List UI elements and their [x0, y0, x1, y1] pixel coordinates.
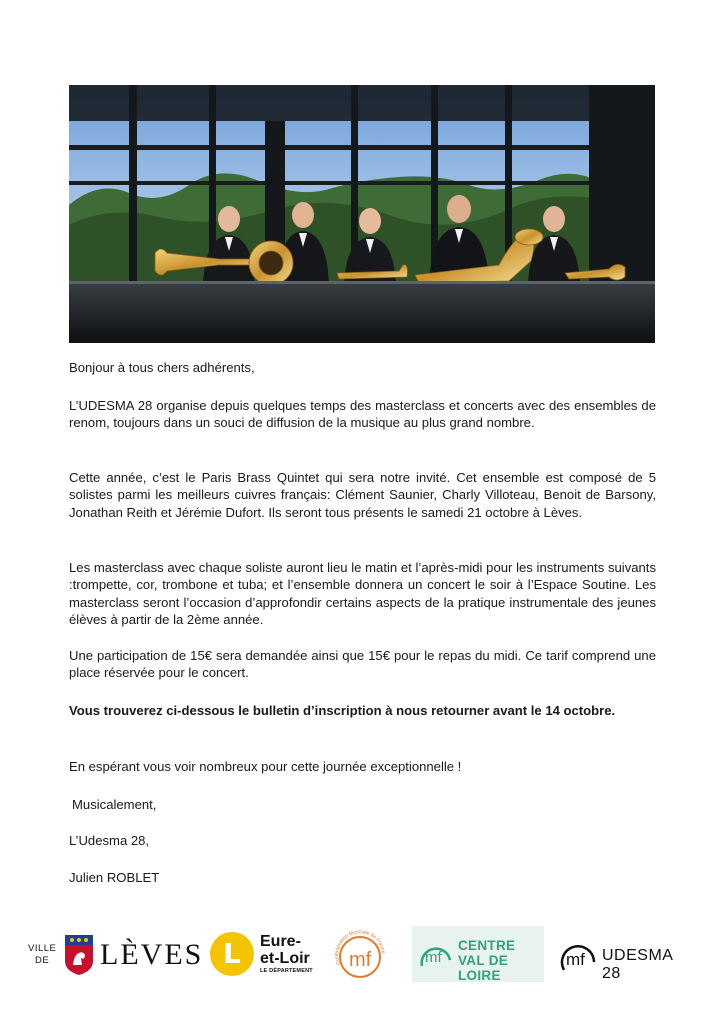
- cmf-emblem-icon: [330, 926, 390, 986]
- leves-prefix-ville: VILLE: [28, 943, 57, 954]
- letter-paragraph-1: L’UDESMA 28 organise depuis quelques temps des masterclass et concerts avec des ensembles de renom, toujours dans un souci de diffusion de la musique au plus grand nombre.: [69, 398, 656, 431]
- letter-sign-off: Musicalement,: [72, 797, 157, 812]
- leves-logo: [28, 934, 204, 978]
- svg-text:mf: mf: [566, 950, 585, 969]
- cmf-ring-text: Confédération Musicale de France: [334, 929, 387, 966]
- cmf-logo: [330, 926, 390, 986]
- eure-et-loir-line2: et-Loir: [260, 950, 310, 967]
- eure-et-loir-mark: L: [223, 937, 241, 970]
- letter-paragraph-2: Cette année, c’est le Paris Brass Quintet qui sera notre invité. Cet ensemble est composé de 5 solistes parmi les meilleurs cuivres français: Clément Saunier, Charly Villoteau, Benoit de Barsony, Jonathan Reith et Jérémie Dufort. Ils seront tous présents le samedi 21 octobre à Lèves.: [69, 470, 656, 520]
- svg-text:mf: mf: [425, 949, 442, 966]
- leves-name: LÈVES: [100, 938, 204, 971]
- udesma-emblem-icon: [558, 936, 598, 976]
- eure-et-loir-line3: LE DÉPARTEMENT: [260, 968, 313, 974]
- letter-signature: Julien ROBLET: [69, 870, 160, 885]
- centre-val-de-loire-emblem-icon: [416, 936, 456, 972]
- centre-val-de-loire-logo: [412, 926, 544, 982]
- udesma-name: UDESMA 28: [602, 947, 673, 982]
- quintet-photo-illustration: [69, 85, 655, 343]
- eure-et-loir-badge-icon: [210, 932, 254, 976]
- cvl-line2: VAL DE LOIRE: [458, 953, 509, 983]
- letter-closing-hope: En espérant vous voir nombreux pour cette journée exceptionnelle !: [69, 759, 462, 774]
- leves-prefix-de: DE: [35, 955, 50, 966]
- letter-bold-notice: Vous trouverez ci-dessous le bulletin d’inscription à nous retourner avant le 14 octobre.: [69, 703, 616, 718]
- letter-paragraph-3: Les masterclass avec chaque soliste auront lieu le matin et l’après-midi pour les instruments suivants :trompette, cor, trombone et tuba; et l’ensemble donnera un concert le soir à l’Espace Soutine. Les masterclass seront l’occasion d’approfondir certains aspects de la pratique instrumentale des jeunes élèves à partir de la 2ème année.: [69, 560, 656, 628]
- letter-paragraph-4: Une participation de 15€ sera demandée ainsi que 15€ pour le repas du midi. Ce tarif comprend une place réservée pour le concert.: [69, 648, 656, 681]
- eure-et-loir-line1: Eure-: [260, 933, 301, 950]
- cmf-mark: mf: [349, 949, 372, 971]
- udesma-logo: [558, 934, 688, 982]
- eure-et-loir-logo: [210, 932, 320, 980]
- cvl-line1: CENTRE: [458, 938, 516, 953]
- header-photo: [69, 85, 655, 343]
- letter-organization: L’Udesma 28,: [69, 833, 150, 848]
- leves-crest-icon: [64, 935, 94, 975]
- letter-greeting: Bonjour à tous chers adhérents,: [69, 360, 255, 375]
